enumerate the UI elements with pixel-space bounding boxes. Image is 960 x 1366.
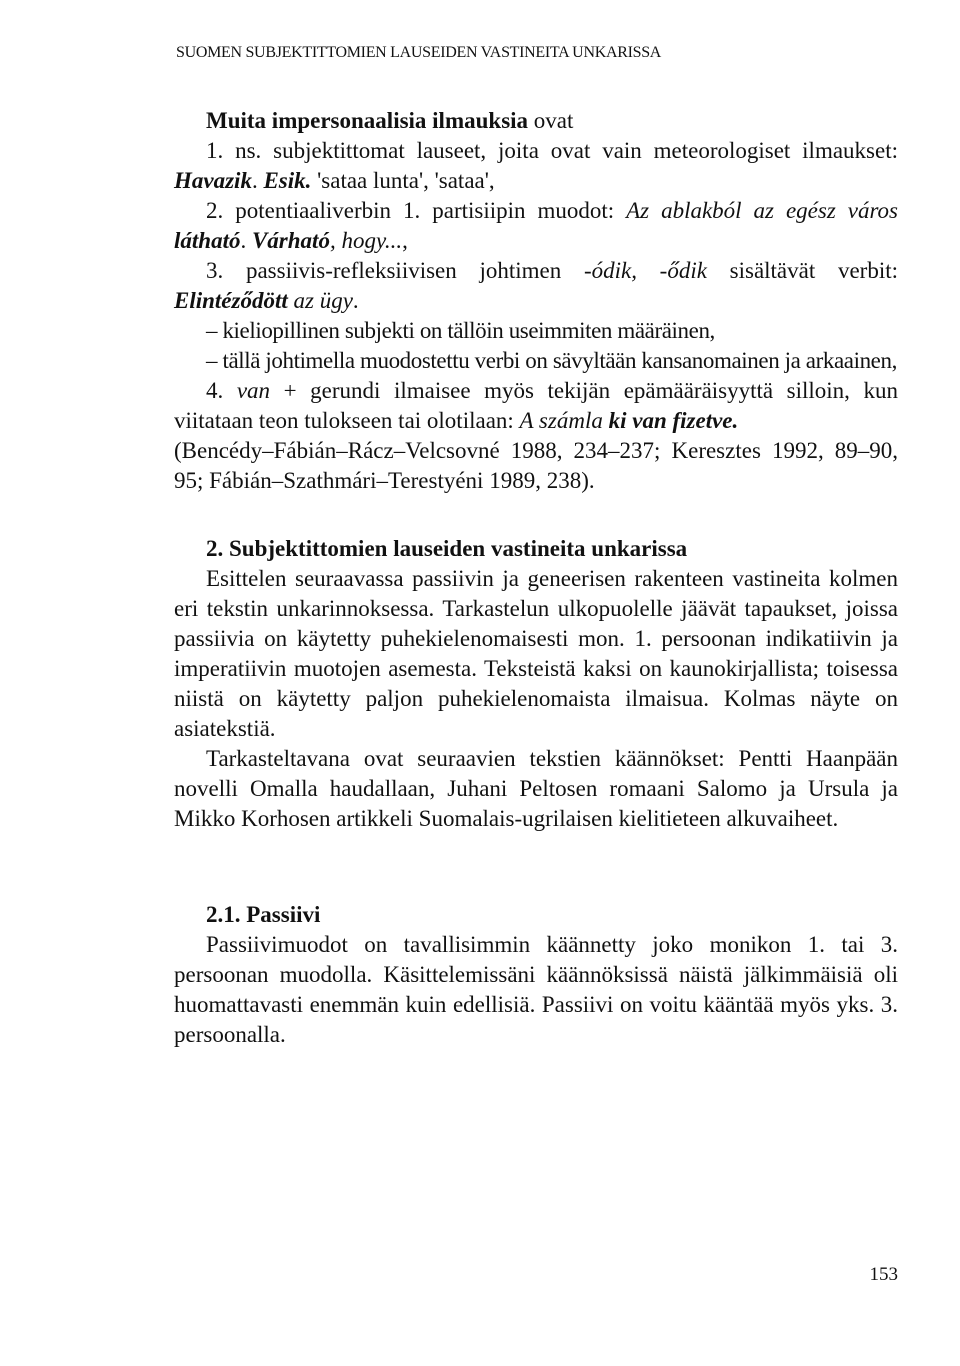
item2-example-1: Az ablakból az egész város xyxy=(626,198,898,223)
list-item-2 xyxy=(174,196,898,256)
dash-item-1: – kieliopillinen subjekti on tällöin useimmiten määräinen, xyxy=(206,318,715,343)
intro-line xyxy=(174,106,898,136)
item1-example-2: Esik. xyxy=(263,168,312,193)
item2-after: , xyxy=(402,228,408,253)
intro-bold: Muita impersonaalisia ilmauksia xyxy=(206,108,529,133)
section-heading-2: 2. Subjektittomien lauseiden vastineita unkarissa xyxy=(206,536,688,561)
item4-text: + gerundi ilmaisee myös tekijän epämääräisyyttä silloin, kun viitataan teon tulokseen tai olotilaan: xyxy=(174,378,898,433)
item4-example-3: ki van fizetve. xyxy=(608,408,739,433)
item3-mid: sisältävät verbit: xyxy=(706,258,898,283)
paragraph-2: Tarkasteltavana ovat seuraavien tekstien käännökset: Pentti Haanpään novelli Omalla haudallaan, Juhani Peltosen romaani Salomo ja Ursula ja Mikko Korhosen artikkeli Suomalais-ugrilaisen kielitieteen alkuvaiheet. xyxy=(174,746,898,831)
item2-example-2: látható xyxy=(174,228,241,253)
dash-item-2: – tällä johtimella muodostettu verbi on sävyltään kansanomainen ja arkaainen, xyxy=(206,348,897,373)
item3-text: 3. passiivis-refleksiivisen johtimen xyxy=(206,258,584,283)
item1-example-1: Havazik xyxy=(174,168,252,193)
item1-after: 'sataa lunta', 'sataa', xyxy=(311,168,495,193)
item3-example-1: Elintéződött xyxy=(174,288,288,313)
item3-after: . xyxy=(352,288,359,313)
item4-example-1: van xyxy=(236,378,271,403)
list-item-1 xyxy=(174,136,898,196)
page-number: 153 xyxy=(869,1264,898,1285)
references: (Bencédy–Fábián–Rácz–Velcsovné 1988, 234–237; Keresztes 1992, 89–90, 95; Fábián–Szathmári–Terestyéni 1989, 238). xyxy=(174,438,898,493)
list-item-4 xyxy=(174,376,898,436)
item3-suffix: -ódik, -ődik xyxy=(583,258,707,283)
page-body xyxy=(174,106,898,1050)
item2-example-4: , hogy... xyxy=(329,228,403,253)
section-heading-2-1: 2.1. Passiivi xyxy=(206,902,321,927)
item3-example-2: az ügy xyxy=(287,288,353,313)
item4-number: 4. xyxy=(206,378,237,403)
item2-sep: . xyxy=(240,228,252,253)
list-item-3 xyxy=(174,256,898,316)
item2-text: 2. potentiaaliverbin 1. partisiipin muodot: xyxy=(206,198,627,223)
item1-text: 1. ns. subjektittomat lauseet, joita ovat vain meteorologiset ilmaukset: xyxy=(206,138,898,163)
paragraph-1: Esittelen seuraavassa passiivin ja geneerisen rakenteen vastineita kolmen eri tekstin unkarinnoksessa. Tarkastelun ulkopuolelle jäävät tapaukset, joissa passiivia on käytetty puhekielenomaisesti mon. 1. persoonan indikatiivin ja imperatiivin muotojen asemesta. Teksteistä kaksi on kaunokirjallista; toisessa niistä on käytetty paljon puhekielenomaista ilmaisua. Kolmas näyte on asiatekstiä. xyxy=(174,566,898,741)
item4-example-2: A számla xyxy=(519,408,609,433)
item2-example-3: Várható xyxy=(251,228,330,253)
running-head: SUOMEN SUBJEKTITTOMIEN LAUSEIDEN VASTINEITA UNKARISSA xyxy=(176,44,662,61)
paragraph-3: Passiivimuodot on tavallisimmin käännetty joko monikon 1. tai 3. persoonan muodolla. Käsittelemissäni käännöksissä näistä jälkimmäisiä oli huomattavasti enemmän kuin edellisiä. Passiivi on voitu kääntää myös yks. 3. persoonalla. xyxy=(174,932,898,1047)
item1-sep: . xyxy=(251,168,264,193)
intro-rest: ovat xyxy=(528,108,574,133)
